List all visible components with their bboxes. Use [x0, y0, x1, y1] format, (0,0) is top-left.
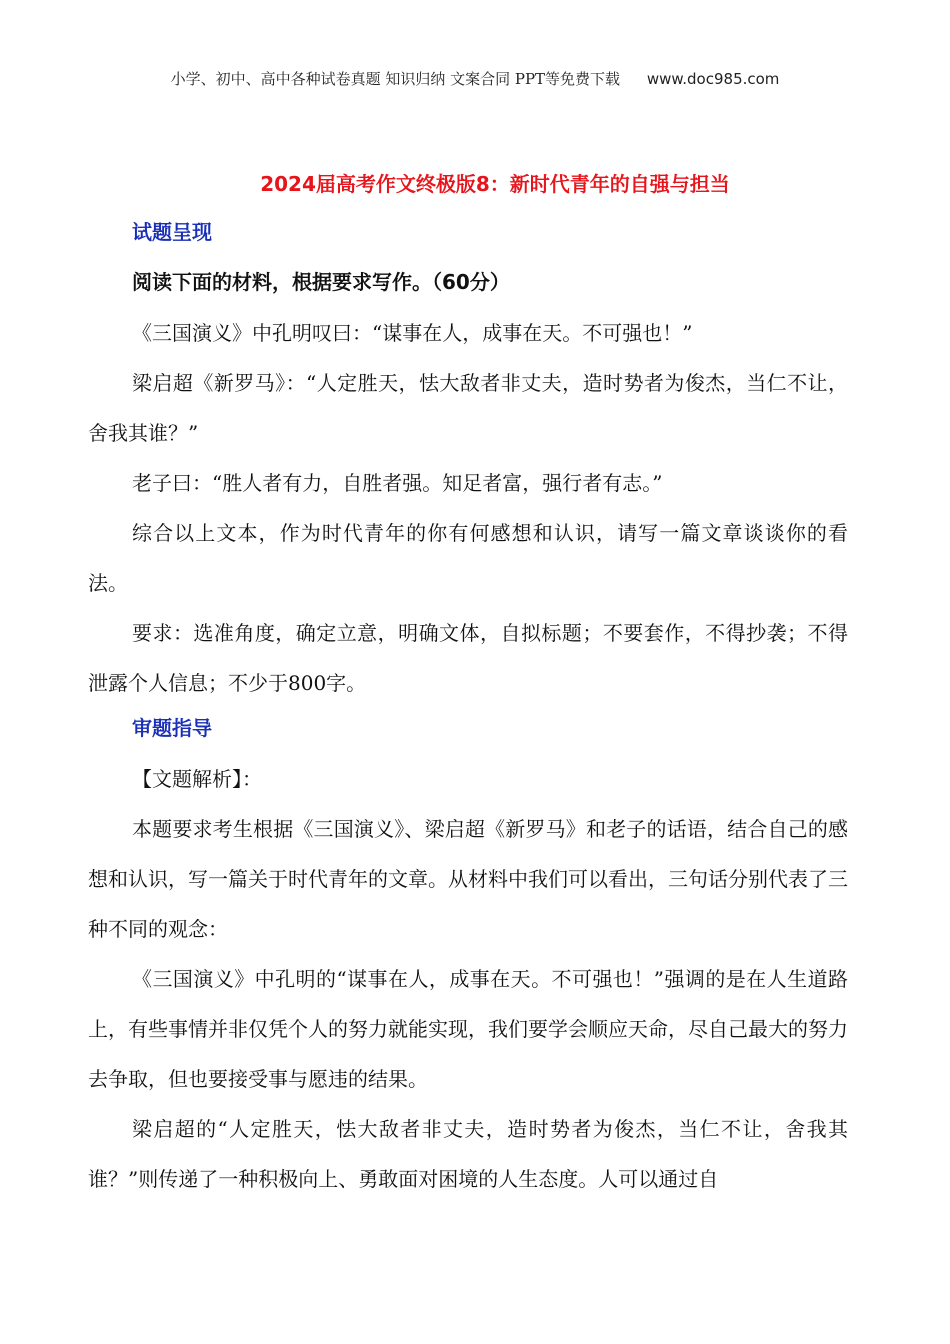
page-header: [0, 68, 950, 89]
question-instruction: 阅读下面的材料，根据要求写作。（60分）: [132, 270, 510, 294]
writing-prompt: 综合以上文本，作为时代青年的你有何感想和认识，请写一篇文章谈谈你的看法。: [88, 521, 848, 595]
section-heading-question: 试题呈现: [132, 220, 212, 244]
header-site[interactable]: www.doc985.com: [646, 70, 780, 88]
document-title: 2024届高考作文终极版8：新时代青年的自强与担当: [260, 172, 730, 196]
quote-laozi: 老子曰：“胜人者有力，自胜者强。知足者富，强行者有志。”: [132, 471, 663, 495]
quote-liangqichao: 梁启超《新罗马》：“人定胜天，怯大敌者非丈夫，造时势者为俊杰，当仁不让，舍我其谁？”: [88, 371, 848, 445]
analysis-paragraph-1: 本题要求考生根据《三国演义》、梁启超《新罗马》和老子的话语，结合自己的感想和认识，写一篇关于时代青年的文章。从材料中我们可以看出，三句话分别代表了三种不同的观念：: [88, 817, 848, 941]
quote-sanguo: 《三国演义》中孔明叹曰：“谋事在人，成事在天。不可强也！”: [132, 321, 693, 345]
document-body: [88, 214, 848, 1204]
section-heading-guidance: 审题指导: [132, 716, 212, 740]
analysis-paragraph-3: 梁启超的“人定胜天，怯大敌者非丈夫，造时势者为俊杰，当仁不让，舍我其谁？”则传递了一种积极向上、勇敢面对困境的人生态度。人可以通过自: [88, 1117, 848, 1191]
analysis-paragraph-2: 《三国演义》中孔明的“谋事在人，成事在天。不可强也！”强调的是在人生道路上，有些事情并非仅凭个人的努力就能实现，我们要学会顺应天命，尽自己最大的努力去争取，但也要接受事与愿违的结果。: [88, 967, 848, 1091]
header-text: 小学、初中、高中各种试卷真题 知识归纳 文案合同 PPT等免费下载: [170, 70, 621, 88]
writing-requirements: 要求：选准角度，确定立意，明确文体，自拟标题；不要套作，不得抄袭；不得泄露个人信息；不少于800字。: [88, 621, 848, 695]
analysis-subheading: 【文题解析】：: [132, 767, 262, 791]
